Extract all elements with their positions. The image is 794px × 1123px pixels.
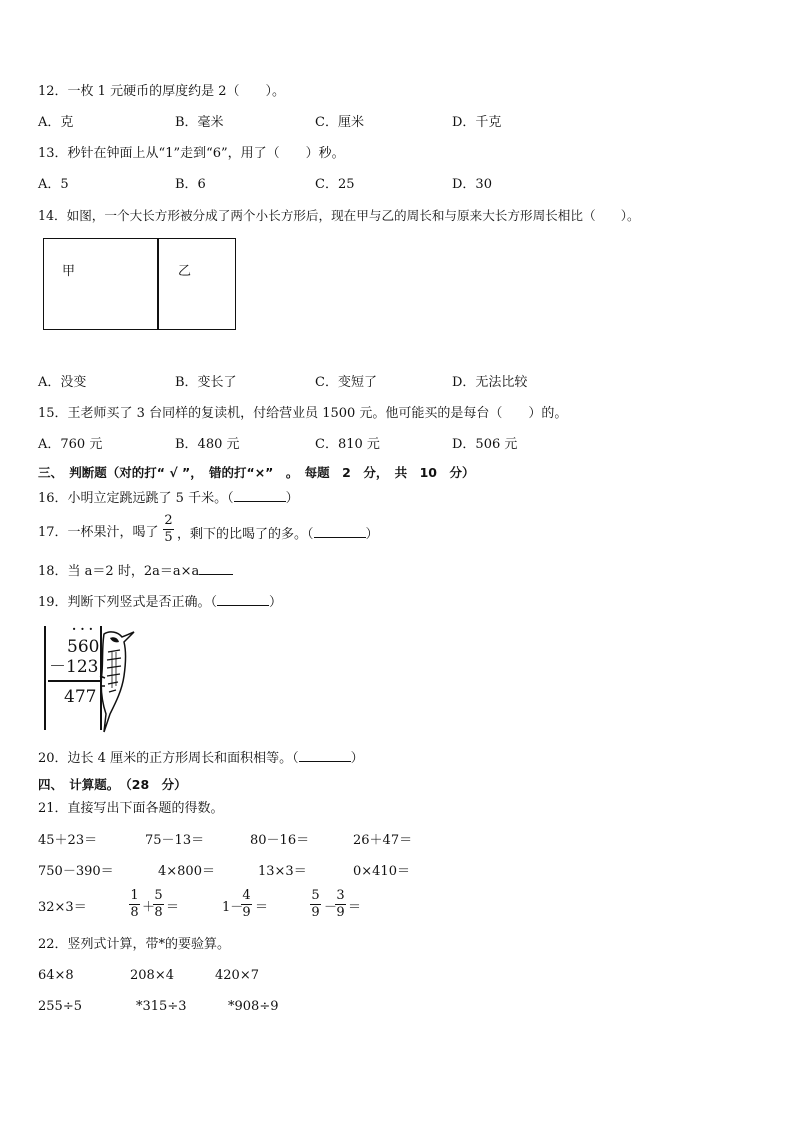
q19-answer-blank[interactable]	[217, 593, 269, 606]
q16-close: ）	[285, 491, 299, 506]
q17-fraction	[163, 514, 174, 545]
q17-suffix: ，剩下的比喝了的多。（	[177, 527, 314, 542]
section-3-heading: 三、 判断题（对的打“ √ ”， 错的打“×” 。 每题 2 分， 共 10 分）	[38, 465, 475, 480]
q21-f3-b	[335, 889, 346, 920]
q20-close: ）	[350, 751, 364, 766]
q13-option-a: A．5	[38, 177, 69, 192]
q18-answer-blank[interactable]	[199, 562, 233, 575]
q21-f1-a-denominator: 8	[130, 905, 139, 920]
q21-r3-c1: 32×3＝	[38, 900, 87, 915]
q12-option-b: B．毫米	[175, 115, 224, 130]
q20-stem: 20．边长 4 厘米的正方形周长和面积相等。（	[38, 751, 299, 766]
q20-line	[38, 749, 364, 767]
q21-f3-a-denominator: 9	[311, 905, 320, 920]
q19-line	[38, 593, 282, 611]
q16-answer-blank[interactable]	[234, 489, 286, 502]
q21-r2-c1: 750－390＝	[38, 864, 114, 879]
q21-r1-c1: 45＋23＝	[38, 833, 98, 848]
q21-f3-a-numerator: 5	[311, 888, 320, 903]
q19-borrow-dots: · · ·	[72, 622, 93, 636]
q21-f3-equals: ＝	[348, 900, 362, 915]
q13-option-d: D．30	[452, 177, 492, 192]
q12-option-a: A．克	[38, 115, 74, 130]
q16-stem: 16．小明立定跳远跳了 5 千米。（	[38, 491, 234, 506]
q21-f1-equals: ＝	[166, 900, 180, 915]
q14-option-b: B．变长了	[175, 375, 237, 390]
q19-result-line	[48, 680, 100, 682]
q14-label-yi: 乙	[178, 264, 192, 279]
q19-result: 477	[64, 687, 97, 707]
q15-option-a: A．760 元	[38, 437, 103, 452]
q13-option-b: B．6	[175, 177, 206, 192]
q14-rectangle-figure	[43, 238, 236, 330]
q21-r2-c2: 4×800＝	[158, 864, 215, 879]
q15-option-c: C．810 元	[315, 437, 380, 452]
q19-top-number: 560	[67, 637, 100, 657]
q21-f2-numerator: 4	[242, 888, 251, 903]
q17-prefix: 17．一杯果汁，喝了	[38, 525, 159, 540]
q14-option-c: C．变短了	[315, 375, 377, 390]
woodpecker-icon	[96, 628, 138, 734]
q21-r1-c3: 80－16＝	[250, 833, 310, 848]
q20-answer-blank[interactable]	[299, 749, 351, 762]
q14-stem: 14．如图，一个大长方形被分成了两个小长方形后，现在甲与乙的周长和与原来大长方形周长相比（ ）。	[38, 208, 640, 223]
q22-r2-c3: *908÷9	[228, 999, 279, 1014]
q14-label-jia: 甲	[62, 264, 76, 279]
q15-option-b: B．480 元	[175, 437, 240, 452]
q21-f1-b	[153, 889, 164, 920]
q18-line	[38, 562, 233, 580]
q21-f2-equals: ＝	[255, 900, 269, 915]
q22-r1-c3: 420×7	[215, 968, 259, 983]
q14-option-d: D．无法比较	[452, 375, 528, 390]
q17-answer-blank[interactable]	[314, 525, 366, 538]
q22-r2-c2: *315÷3	[136, 999, 187, 1014]
q21-stem: 21．直接写出下面各题的得数。	[38, 801, 224, 816]
q21-r1-c4: 26＋47＝	[353, 833, 413, 848]
q21-f1-operator: ＋	[142, 900, 156, 915]
q21-r2-c4: 0×410＝	[353, 864, 410, 879]
q22-r2-c1: 255÷5	[38, 999, 82, 1014]
q22-stem: 22．竖列式计算，带*的要验算。	[38, 937, 231, 952]
q21-f1-b-denominator: 8	[154, 905, 163, 920]
q22-r1-c2: 208×4	[130, 968, 174, 983]
q22-r1-c1: 64×8	[38, 968, 74, 983]
q14-divider-line	[157, 238, 159, 330]
q19-subtrahend: －123	[49, 657, 99, 677]
q17-line	[177, 525, 379, 543]
q21-f3-operator: －	[324, 900, 338, 915]
q19-close: ）	[269, 595, 283, 610]
q21-f1-a-numerator: 1	[130, 888, 139, 903]
q21-f1-a	[129, 889, 140, 920]
q17-close: ）	[365, 527, 379, 542]
q13-option-c: C．25	[315, 177, 355, 192]
q17-fraction-denominator: 5	[164, 530, 173, 545]
q12-stem: 12．一枚 1 元硬币的厚度约是 2（ ）。	[38, 84, 285, 99]
q21-f3-b-numerator: 3	[336, 888, 345, 903]
section-4-heading: 四、 计算题。 （28 分）	[38, 777, 187, 792]
q21-r2-c3: 13×3＝	[258, 864, 307, 879]
q19-stem: 19．判断下列竖式是否正确。（	[38, 595, 218, 610]
q21-f2-whole: 1－	[222, 900, 244, 915]
q17-fraction-numerator: 2	[164, 513, 173, 528]
q12-option-c: C．厘米	[315, 115, 364, 130]
q21-f2-denominator: 9	[242, 905, 251, 920]
q21-f3-b-denominator: 9	[336, 905, 345, 920]
q16-line	[38, 489, 299, 507]
q14-option-a: A．没变	[38, 375, 87, 390]
q15-stem: 15．王老师买了 3 台同样的复读机，付给营业员 1500 元。他可能买的是每台（ ）的。	[38, 406, 568, 421]
q21-r1-c2: 75－13＝	[145, 833, 205, 848]
q21-f2-frac	[241, 889, 252, 920]
q21-f1-b-numerator: 5	[154, 888, 163, 903]
q15-option-d: D．506 元	[452, 437, 518, 452]
q18-stem: 18．当 a＝2 时，2a＝a×a	[38, 564, 200, 579]
q21-f3-a	[310, 889, 321, 920]
q19-left-bar	[44, 626, 46, 730]
q12-option-d: D．千克	[452, 115, 502, 130]
q13-stem: 13．秒针在钟面上从“1”走到“6”，用了（ ）秒。	[38, 146, 345, 161]
